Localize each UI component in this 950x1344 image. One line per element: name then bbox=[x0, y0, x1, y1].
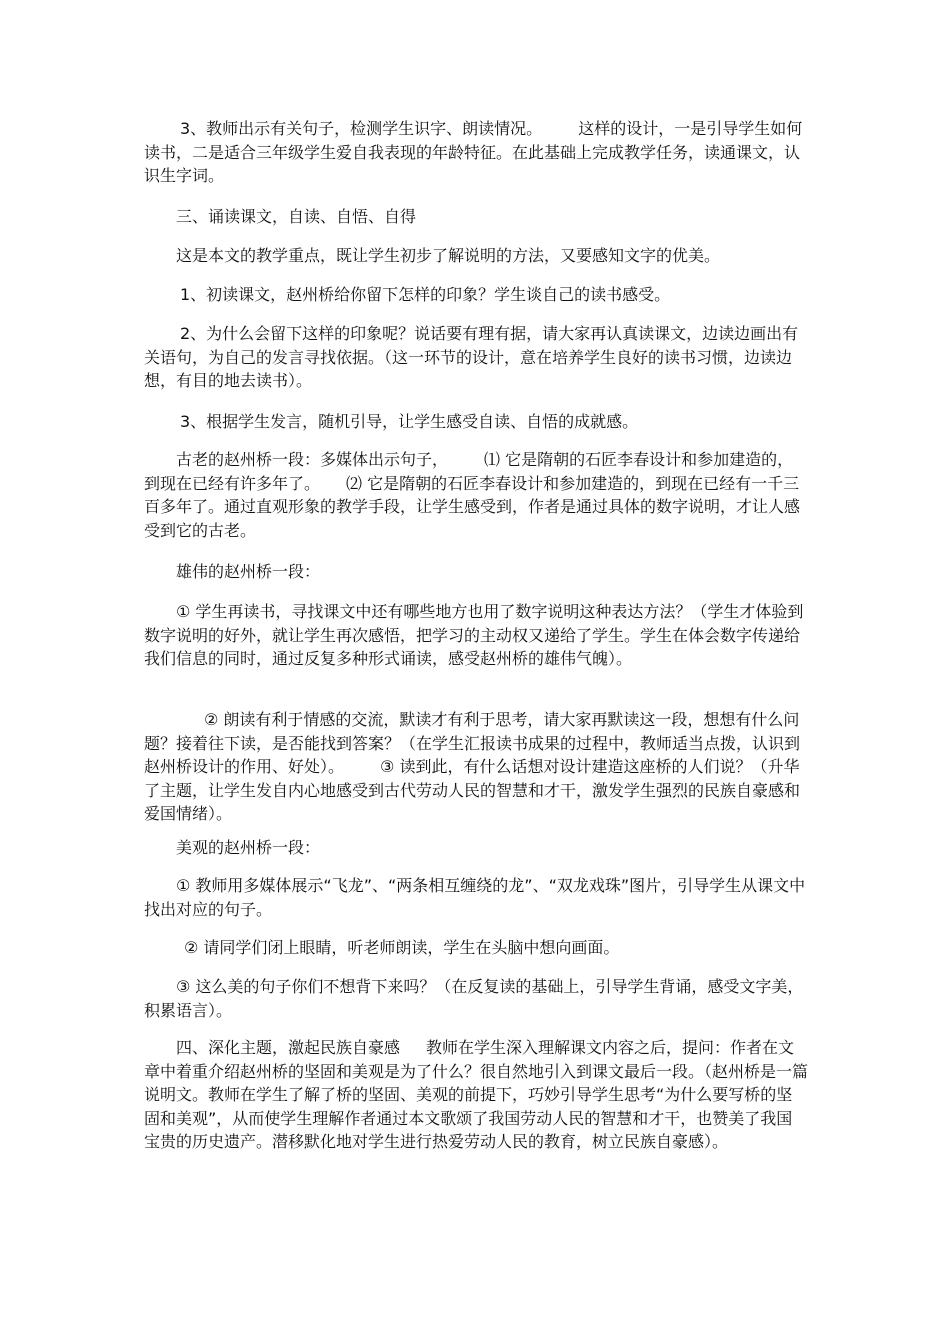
text-segment: ⑴ 它是隋朝的石匠李春设计和参加建造的，到现在已经有许多年了。 bbox=[144, 450, 794, 493]
paragraph-focus: 这是本文的教学重点，既让学生初步了解说明的方法，又要感知文字的优美。 bbox=[176, 246, 721, 265]
text-segment: 3、教师出示有关句子，检测学生识字、朗读情况。 bbox=[180, 119, 543, 138]
paragraph-beauty-3: ③ 这么美的句子你们不想背下来吗？（在反复读的基础上，引导学生背诵，感受文字美，积累语言）。 bbox=[144, 977, 804, 1020]
paragraph-ancient-bridge bbox=[144, 448, 808, 542]
text-segment: ③ 读到此，有什么话想对设计建造这座桥的人们说？（升华了主题，让学生发自内心地感受到古代劳动人民的智慧和才干，激发学生强烈的民族自豪感和爱国情绪）。 bbox=[144, 757, 801, 823]
paragraph-grand-2 bbox=[144, 708, 808, 826]
paragraph-grand-1: ① 学生再读书，寻找课文中还有哪些地方也用了数字说明这种表达方法？（学生才体验到数字说明的好外，就让学生再次感悟，把学习的主动权又递给了学生。学生在体会数字传递给我们信息的同时，通过反复多种形式诵读，感受赵州桥的雄伟气魄）。 bbox=[144, 602, 804, 668]
section-heading-4 bbox=[144, 1036, 808, 1154]
paragraph-beauty-2: ② 请同学们闭上眼睛，听老师朗读，学生在头脑中想向画面。 bbox=[184, 938, 620, 957]
text-segment: 四、深化主题，激起民族自豪感 bbox=[176, 1038, 401, 1057]
text-segment: ② 朗读有利于情感的交流，默读才有利于思考，请大家再默读这一段，想想有什么问题？接着往下读，是否能找到答案？（在学生汇报读书成果的过程中，教师适当点拨，认识到赵州桥设计的作用、好处）。 bbox=[144, 710, 801, 776]
paragraph-step-2: 2、为什么会留下这样的印象呢？说话要有理有据，请大家再认真读课文，边读边画出有关语句，为自己的发言寻找依据。（这一环节的设计，意在培养学生良好的读书习惯，边读边想，有目的地去读书）。 bbox=[144, 324, 799, 390]
text-segment: ⑵ 它是隋朝的石匠李春设计和参加建造的，到现在已经有一千三百多年了。通过直观形象的教学手段，让学生感受到，作者是通过具体的数字说明，才让人感受到它的古老。 bbox=[144, 473, 801, 540]
text-segment: 教师在学生深入理解课文内容之后，提问：作者在文章中着重介绍赵州桥的坚固和美观是为了什么？很自然地引入到课文最后一段。（赵州桥是一篇说明文。教师在学生了解了桥的坚固、美观的前提下，巧妙引导学生思考“为什么要写桥的坚固和美观”，从而使学生理解作者通过本文歌颂了我国劳动人民的智慧和才干，也赞美了我国宝贵的历史遗产。潜移默化地对学生进行热爱劳动人民的教育，树立民族自豪感）。 bbox=[144, 1038, 809, 1151]
text-segment: 这样的设计，一是引导学生如何读书，二是适合三年级学生爱自我表现的年龄特征。在此基础上完成教学任务，读通课文，认识生字词。 bbox=[144, 119, 803, 185]
subheading-beautiful-bridge: 美观的赵州桥一段： bbox=[176, 838, 321, 857]
paragraph-step-1: 1、初读课文，赵州桥给你留下怎样的印象？学生谈自己的读书感受。 bbox=[180, 285, 671, 304]
text-segment: 古老的赵州桥一段：多媒体出示句子， bbox=[176, 450, 449, 469]
paragraph-beauty-1: ① 教师用多媒体展示“飞龙”、“两条相互缠绕的龙”、“双龙戏珠”图片，引导学生从课文中找出对应的句子。 bbox=[144, 876, 806, 919]
paragraph-step-3: 3、根据学生发言，随机引导，让学生感受自读、自悟的成就感。 bbox=[180, 412, 639, 431]
section-heading-3: 三、诵读课文，自读、自悟、自得 bbox=[176, 207, 417, 226]
paragraph-step-3-check bbox=[144, 117, 808, 188]
subheading-grand-bridge: 雄伟的赵州桥一段： bbox=[176, 562, 321, 581]
